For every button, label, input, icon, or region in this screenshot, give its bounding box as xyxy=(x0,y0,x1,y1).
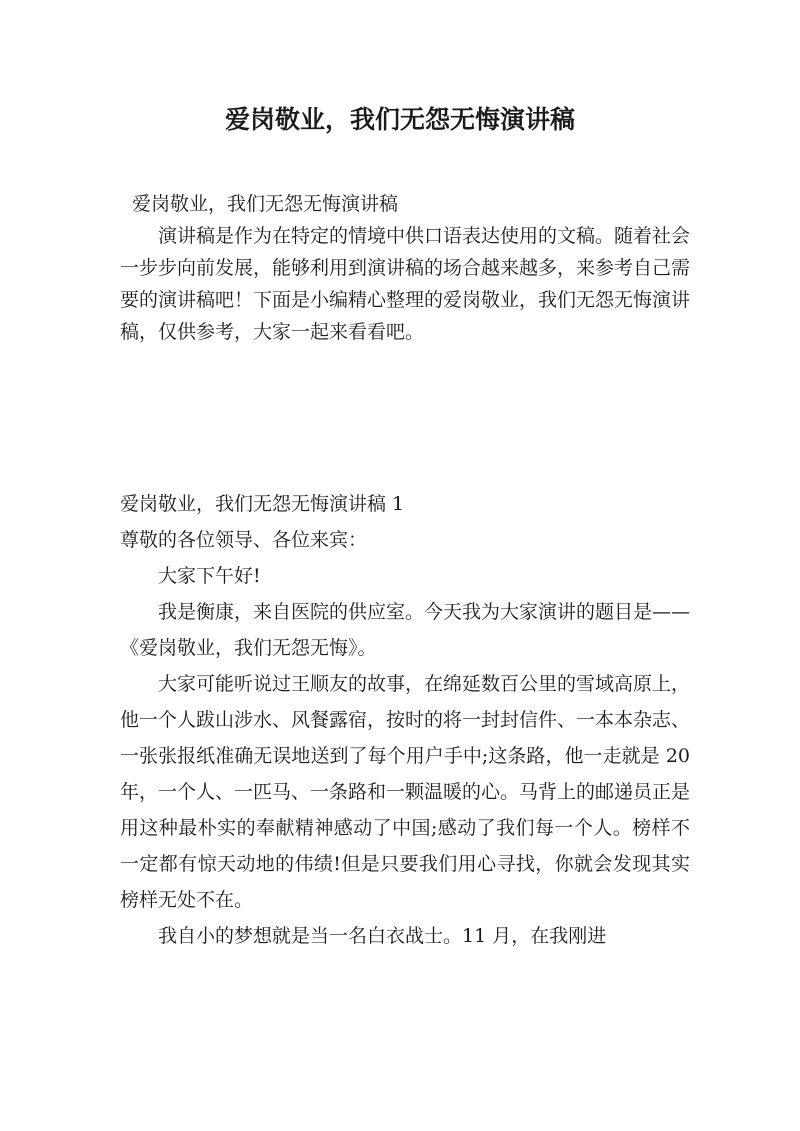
speech-section xyxy=(120,486,690,954)
body-paragraph: 大家下午好! xyxy=(158,565,261,587)
intro-section xyxy=(120,188,690,348)
body-paragraph: 我自小的梦想就是当一名白衣战士。11 月，在我刚进 xyxy=(158,925,607,947)
salutation: 尊敬的各位领导、各位来宾： xyxy=(120,529,368,551)
intro-subtitle: 爱岗敬业，我们无怨无悔演讲稿 xyxy=(132,193,399,215)
body-paragraph: 大家可能听说过王顺友的故事，在绵延数百公里的雪域高原上，他一个人跋山涉水、风餐露宿，按时的将一封封信件、一本本杂志、一张张报纸准确无误地送到了每个用户手中;这条路，他一走就是 20 年，一个人、一匹马、一条路和一颗温暖的心。马背上的邮递员正是用这种最朴实的奉献精神感动了中国;感动了我们每一个人。榜样不一定都有惊天动地的伟绩!但是只要我们用心寻找，你就会发现其实榜样无处不在。 xyxy=(120,673,691,911)
intro-paragraph: 演讲稿是作为在特定的情境中供口语表达使用的文稿。随着社会一步步向前发展，能够利用到演讲稿的场合越来越多，来参考自己需要的演讲稿吧！下面是小编精心整理的爱岗敬业，我们无怨无悔演讲稿，仅供参考，大家一起来看看吧。 xyxy=(120,225,691,343)
body-paragraph: 我是衡康，来自医院的供应室。今天我为大家演讲的题目是——《爱岗敬业，我们无怨无悔》。 xyxy=(120,601,691,659)
document-title: 爱岗敬业，我们无怨无悔演讲稿 xyxy=(224,105,575,134)
section-heading: 爱岗敬业，我们无怨无悔演讲稿 1 xyxy=(120,493,405,515)
